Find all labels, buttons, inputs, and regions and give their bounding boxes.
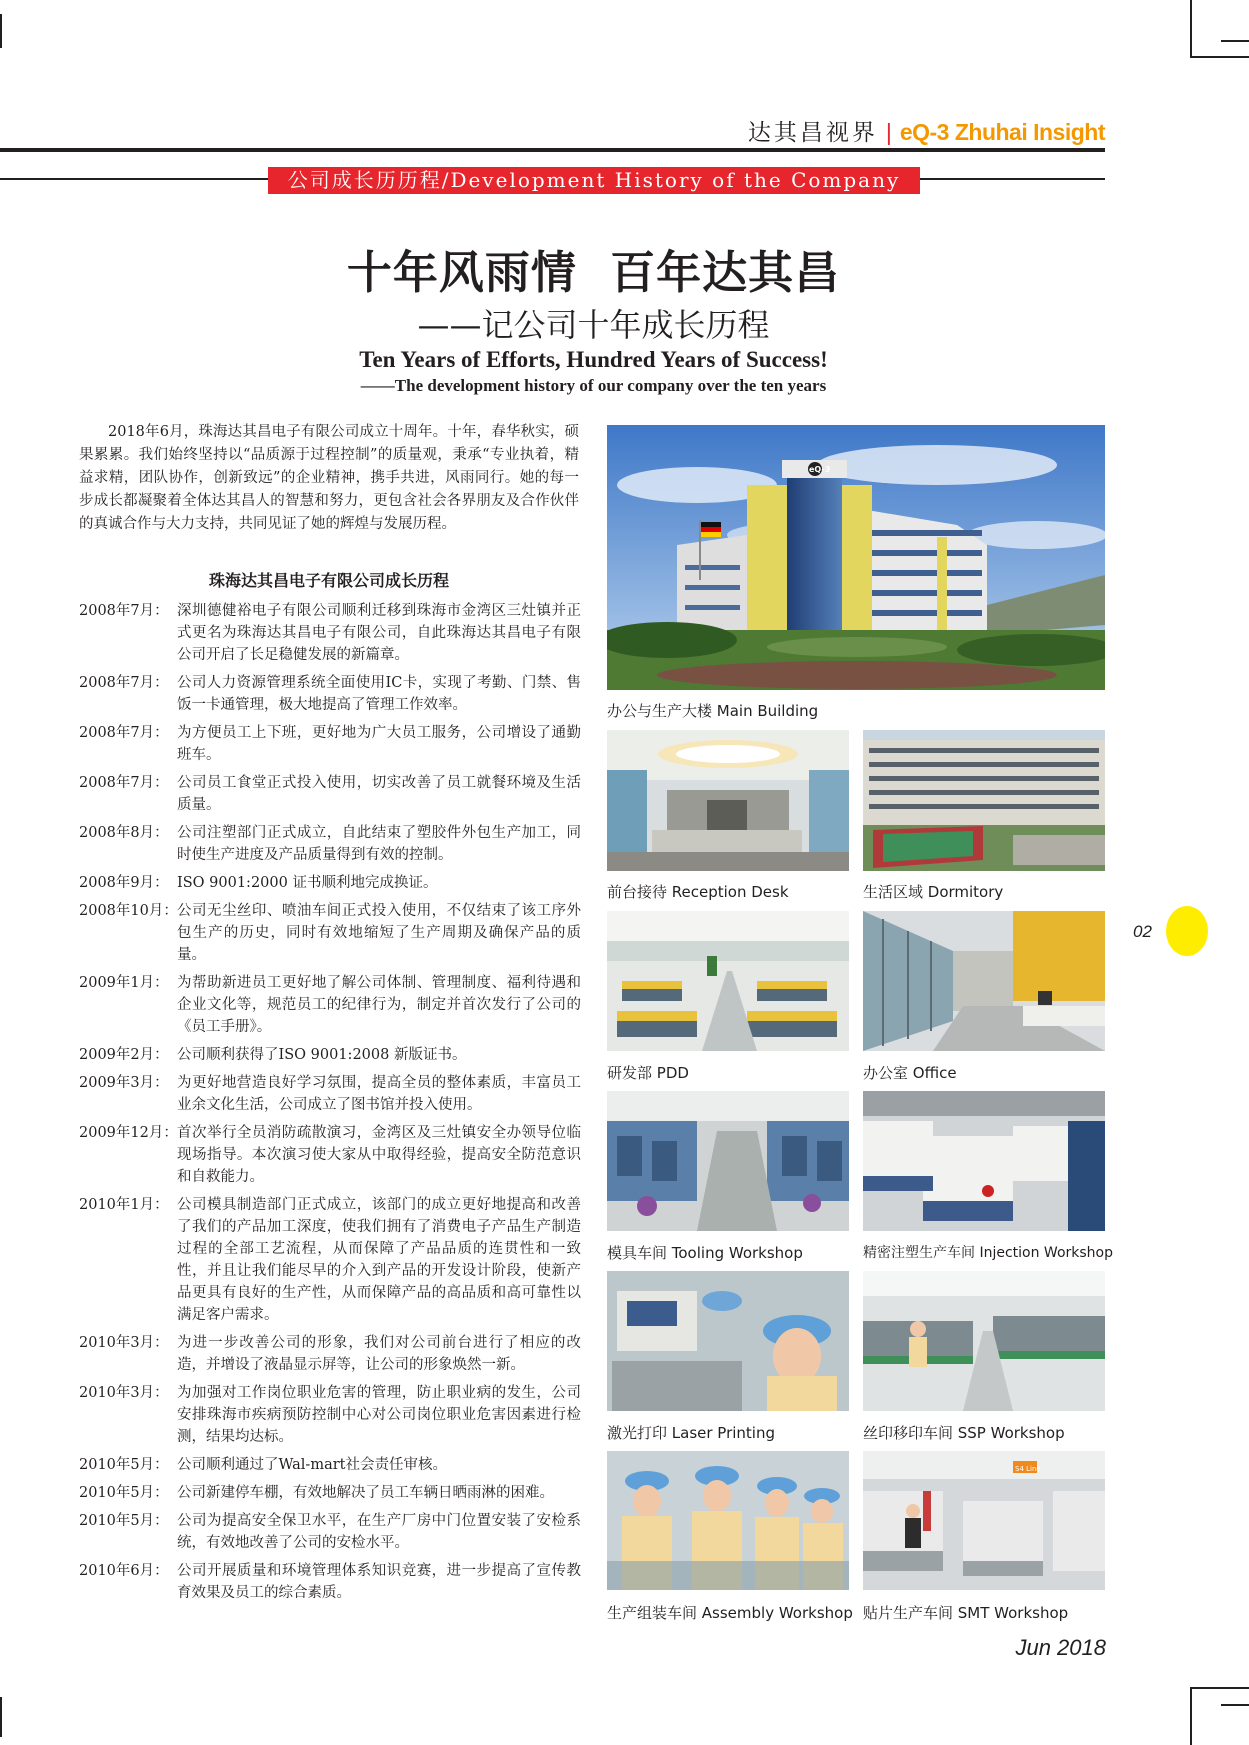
timeline-date: 2008年8月：: [79, 825, 169, 841]
timeline-text: 为方便员工上下班，更好地为广大员工服务，公司增设了通勤班车。: [177, 725, 581, 763]
article-title-en: Ten Years of Efforts, Hundred Years of Success!: [359, 347, 828, 372]
timeline-entry: [79, 1122, 581, 1188]
caption-smt-workshop: 贴片生产车间 SMT Workshop: [863, 1604, 1069, 1622]
timeline-entry: [79, 872, 581, 894]
page-tab-marker: [1166, 906, 1208, 956]
timeline-date: 2009年2月：: [79, 1047, 169, 1063]
caption-pdd: 研发部 PDD: [607, 1064, 689, 1082]
caption-office: 办公室 Office: [863, 1064, 957, 1082]
caption-tooling-workshop: 模具车间 Tooling Workshop: [607, 1244, 803, 1262]
timeline-date: 2010年5月：: [79, 1485, 169, 1501]
caption-laser-printing: 激光打印 Laser Printing: [607, 1424, 775, 1442]
building-logo: eQ-3: [809, 465, 831, 474]
header-separator: |: [885, 119, 892, 145]
timeline-entry: [79, 1510, 581, 1554]
timeline-date: 2010年1月：: [79, 1197, 169, 1213]
timeline-date: 2010年3月：: [79, 1385, 169, 1401]
timeline-entry: [79, 822, 581, 866]
photo-assembly-workshop: [607, 1451, 849, 1590]
timeline-date: 2010年3月：: [79, 1335, 169, 1351]
crop-mark: [1190, 1687, 1192, 1745]
photo-reception-desk: [607, 730, 849, 871]
crop-mark: [1190, 1687, 1249, 1689]
timeline-date: 2010年5月：: [79, 1457, 169, 1473]
timeline-text: 为更好地营造良好学习氛围，提高全员的整体素质，丰富员工业余文化生活，公司成立了图书馆并投入使用。: [177, 1075, 581, 1113]
magazine-header: [748, 114, 1105, 147]
photo-tooling-workshop: [607, 1091, 849, 1231]
timeline-text: 为帮助新进员工更好地了解公司体制、管理制度、福利待遇和企业文化等，规范员工的纪律行为，制定并首次发行了公司的《员工手册》。: [177, 975, 581, 1035]
timeline-heading: 珠海达其昌电子有限公司成长历程: [208, 571, 449, 590]
header-rule: [0, 148, 1105, 152]
caption-reception-desk: 前台接待 Reception Desk: [607, 883, 789, 901]
timeline-text: 为加强对工作岗位职业危害的管理，防止职业病的发生，公司安排珠海市疾病预防控制中心对公司岗位职业危害因素进行检测，结果均达标。: [177, 1385, 581, 1445]
caption-dormitory: 生活区域 Dormitory: [863, 883, 1004, 901]
photo-smt-workshop: [863, 1451, 1105, 1590]
timeline-text: 公司注塑部门正式成立，自此结束了塑胶件外包生产加工，同时使生产进度及产品质量得到有效的控制。: [177, 825, 581, 863]
timeline-text: 公司顺利获得了ISO 9001:2008 新版证书。: [177, 1047, 467, 1063]
article-title-cn: 十年风雨情 百年达其昌: [346, 246, 841, 299]
issue-date: Jun 2018: [1015, 1635, 1106, 1660]
smt-line-sign: S4 Line: [1015, 1465, 1041, 1473]
timeline-text: 公司新建停车棚，有效地解决了员工车辆日晒雨淋的困难。: [177, 1485, 554, 1501]
timeline-date: 2008年10月：: [79, 903, 178, 919]
timeline-text: 公司开展质量和环境管理体系知识竞赛，进一步提高了宣传教育效果及员工的综合素质。: [177, 1563, 581, 1601]
timeline-date: 2008年7月：: [79, 603, 169, 619]
timeline-text: 公司为提高安全保卫水平，在生产厂房中门位置安装了安检系统，有效地改善了公司的安检水平。: [177, 1513, 581, 1551]
caption-ssp-workshop: 丝印移印车间 SSP Workshop: [863, 1424, 1065, 1442]
timeline-entry: [79, 722, 581, 766]
timeline-text: 公司无尘丝印、喷油车间正式投入使用，不仅结束了该工序外包生产的历史，同时有效地缩短了生产周期及确保产品的质量。: [177, 903, 581, 963]
photo-office: [863, 911, 1105, 1051]
timeline-text: 首次举行全员消防疏散演习，金湾区及三灶镇安全办领导位临现场指导。本次演习使大家从中取得经验，提高安全防范意识和自救能力。: [177, 1125, 581, 1185]
timeline-date: 2008年7月：: [79, 775, 169, 791]
timeline-date: 2010年5月：: [79, 1513, 169, 1529]
page-number: 02: [1133, 922, 1152, 941]
timeline-entry: [79, 1194, 581, 1326]
timeline-text: 公司人力资源管理系统全面使用IC卡，实现了考勤、门禁、售饭一卡通管理，极大地提高了管理工作效率。: [177, 675, 581, 713]
timeline-entry: [79, 672, 581, 716]
timeline-entry: [79, 1072, 581, 1116]
timeline-entry: [79, 900, 581, 966]
timeline-text: ISO 9001:2000 证书顺利地完成换证。: [177, 875, 438, 891]
photo-laser-printing: [607, 1271, 849, 1411]
caption-assembly-workshop: 生产组装车间 Assembly Workshop: [607, 1604, 853, 1622]
timeline-text: 公司顺利通过了Wal-mart社会责任审核。: [177, 1457, 447, 1473]
timeline-entry: [79, 972, 581, 1038]
magazine-name-en: eQ-3 Zhuhai Insight: [899, 119, 1105, 145]
caption-main-building: 办公与生产大楼 Main Building: [607, 702, 819, 720]
article-subtitle-cn: ——记公司十年成长历程: [417, 306, 770, 344]
crop-mark: [0, 14, 2, 48]
photo-pdd: [607, 911, 849, 1051]
timeline-entry: [79, 1332, 581, 1376]
timeline-date: 2009年12月：: [79, 1125, 178, 1141]
timeline-entry: [79, 1382, 581, 1448]
magazine-name-cn: 达其昌视界: [747, 120, 878, 146]
timeline-date: 2008年7月：: [79, 725, 169, 741]
crop-mark: [1221, 1704, 1249, 1706]
timeline-date: 2008年7月：: [79, 675, 169, 691]
photo-ssp-workshop: [863, 1271, 1105, 1411]
article-subtitle-en: ——The development history of our company over the ten years: [360, 376, 827, 395]
timeline-entry: [79, 772, 581, 816]
timeline-date: 2010年6月：: [79, 1563, 169, 1579]
timeline-entry: [79, 1560, 581, 1604]
intro-paragraph: 2018年6月，珠海达其昌电子有限公司成立十周年。十年，春华秋实，硕果累累。我们始终坚持以“品质源于过程控制”的质量观，秉承“专业执着，精益求精，团队协作，创新致远”的企业精神，携手共进，风雨同行。她的每一步成长都凝聚着全体达其昌人的智慧和努力，更包含社会各界朋友及合作伙伴的真诚合作与大力支持，共同见证了她的辉煌与发展历程。: [79, 424, 579, 532]
crop-mark: [1221, 40, 1249, 42]
timeline-entry: [79, 600, 581, 666]
timeline-entry: [79, 1044, 581, 1066]
crop-mark: [1190, 56, 1249, 58]
timeline-text: 深圳德健裕电子有限公司顺利迁移到珠海市金湾区三灶镇并正式更名为珠海达其昌电子有限公司，自此珠海达其昌电子有限公司开启了长足稳健发展的新篇章。: [177, 603, 581, 663]
timeline-text: 为进一步改善公司的形象，我们对公司前台进行了相应的改造，并增设了液晶显示屏等，让公司的形象焕然一新。: [177, 1335, 581, 1373]
timeline-text: 公司员工食堂正式投入使用，切实改善了员工就餐环境及生活质量。: [177, 775, 581, 813]
timeline-text: 公司模具制造部门正式成立，该部门的成立更好地提高和改善了我们的产品加工深度，使我们拥有了消费电子产品生产制造过程的全部工艺流程，从而保障了产品品质的连贯性和一致性，并且让我们能尽早的介入到产品的开发设计阶段，使新产品更具有良好的生产性，从而保障产品的高品质和高可靠性以满足客户需求。: [177, 1197, 581, 1323]
timeline-list: [79, 600, 581, 1610]
timeline-entry: [79, 1482, 581, 1504]
photo-main-building: [607, 425, 1105, 690]
timeline-date: 2008年9月：: [79, 875, 169, 891]
caption-injection-workshop: 精密注塑生产车间 Injection Workshop: [863, 1245, 1113, 1261]
crop-mark: [1190, 0, 1192, 58]
crop-mark: [0, 1697, 2, 1737]
timeline-entry: [79, 1454, 581, 1476]
photo-dormitory: [863, 730, 1105, 871]
timeline-date: 2009年1月：: [79, 975, 169, 991]
photo-injection-workshop: [863, 1091, 1105, 1231]
timeline-date: 2009年3月：: [79, 1075, 169, 1091]
section-banner: 公司成长历历程/Development History of the Company: [268, 167, 920, 194]
